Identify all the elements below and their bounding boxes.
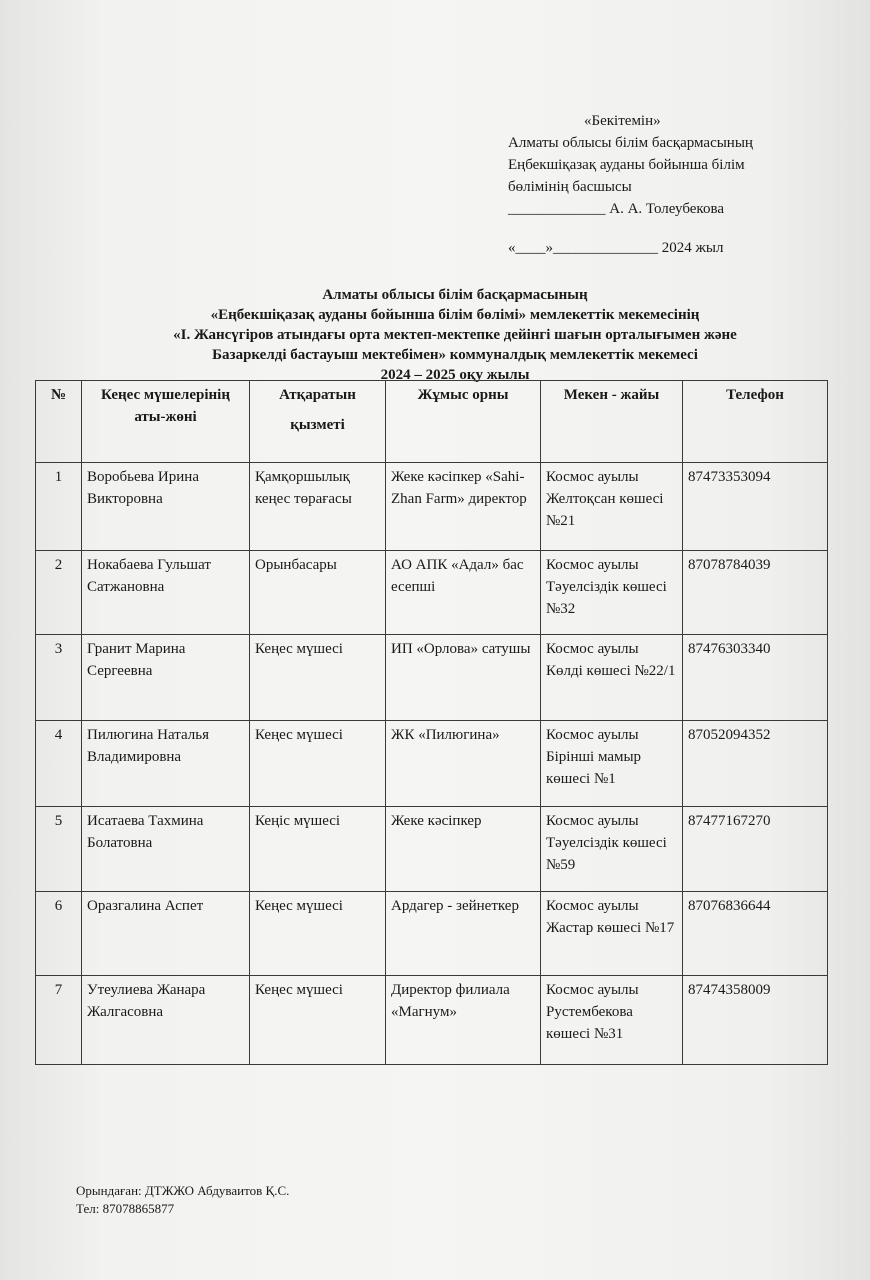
cell-work: Жеке кәсіпкер «Sahi-Zhan Farm» директор xyxy=(386,463,541,551)
header-work: Жұмыс орны xyxy=(386,381,541,463)
cell-num: 7 xyxy=(36,976,82,1065)
cell-address: Космос ауылы Жастар көшесі №17 xyxy=(541,892,683,976)
cell-work: АО АПК «Адал» бас есепші xyxy=(386,551,541,634)
table-row xyxy=(36,892,828,976)
cell-name: Пилюгина Наталья Владимировна xyxy=(82,721,250,806)
header-address: Мекен - жайы xyxy=(541,381,683,463)
table-row xyxy=(36,634,828,720)
cell-name: Исатаева Тахмина Болатовна xyxy=(82,806,250,891)
cell-num: 5 xyxy=(36,806,82,891)
cell-work: Директор филиала «Магнум» xyxy=(386,976,541,1065)
cell-num: 4 xyxy=(36,721,82,806)
header-position xyxy=(250,381,386,463)
cell-address: Космос ауылы Көлді көшесі №22/1 xyxy=(541,634,683,720)
cell-position: Кеңес мүшесі xyxy=(250,721,386,806)
cell-phone: 87473353094 xyxy=(683,463,828,551)
approval-line-3: бөлімінің басшысы xyxy=(508,179,632,195)
cell-num: 1 xyxy=(36,463,82,551)
title-line-3: «І. Жансүгіров атындағы орта мектеп-мектепке дейінгі шағын орталығымен және xyxy=(173,327,737,343)
cell-phone: 87474358009 xyxy=(683,976,828,1065)
approval-line-2: Еңбекшіқазақ ауданы бойынша білім xyxy=(508,157,745,173)
title-line-2: «Еңбекшіқазақ ауданы бойынша білім бөлімі» мемлекеттік мекемесінің xyxy=(210,307,700,323)
cell-address: Космос ауылы Бірінші мамыр көшесі №1 xyxy=(541,721,683,806)
cell-address: Космос ауылы Желтоқсан көшесі №21 xyxy=(541,463,683,551)
approval-line-1: Алматы облысы білім басқармасының xyxy=(508,135,753,151)
cell-work: Жеке кәсіпкер xyxy=(386,806,541,891)
cell-position: Кеңес мүшесі xyxy=(250,634,386,720)
cell-address: Космос ауылы Тәуелсіздік көшесі №32 xyxy=(541,551,683,634)
cell-work: ЖК «Пилюгина» xyxy=(386,721,541,806)
header-name: Кеңес мүшелерінің аты-жөні xyxy=(82,381,250,463)
cell-name: Утеулиева Жанара Жалгасовна xyxy=(82,976,250,1065)
approval-heading: «Бекітемін» xyxy=(584,113,661,129)
title-line-4: Базаркелді бастауыш мектебімен» коммуналдық мемлекеттік мекемесі xyxy=(212,347,698,363)
header-position-a: Атқаратын xyxy=(279,387,356,403)
executor-line: Орындаған: ДТЖЖО Абдуваитов Қ.С. xyxy=(76,1183,290,1198)
cell-position: Орынбасары xyxy=(250,551,386,634)
members-table xyxy=(35,380,828,1065)
title-line-1: Алматы облысы білім басқармасының xyxy=(322,287,588,303)
cell-position: Кеңіс мүшесі xyxy=(250,806,386,891)
executor-phone: Тел: 87078865877 xyxy=(76,1201,175,1216)
footer xyxy=(76,1182,289,1218)
cell-phone: 87476303340 xyxy=(683,634,828,720)
cell-num: 6 xyxy=(36,892,82,976)
cell-num: 2 xyxy=(36,551,82,634)
table-row xyxy=(36,721,828,806)
cell-address: Космос ауылы Рустембекова көшесі №31 xyxy=(541,976,683,1065)
approval-signature-line: _____________ А. А. Толеубекова xyxy=(508,201,724,217)
table-row xyxy=(36,976,828,1065)
cell-name: Воробьева Ирина Викторовна xyxy=(82,463,250,551)
cell-work: ИП «Орлова» сатушы xyxy=(386,634,541,720)
cell-work: Ардагер - зейнеткер xyxy=(386,892,541,976)
cell-name: Оразгалина Аспет xyxy=(82,892,250,976)
cell-position: Кеңес мүшесі xyxy=(250,892,386,976)
cell-position: Қамқоршылық кеңес төрағасы xyxy=(250,463,386,551)
cell-position: Кеңес мүшесі xyxy=(250,976,386,1065)
cell-phone: 87052094352 xyxy=(683,721,828,806)
header-num: № xyxy=(36,381,82,463)
cell-name: Гранит Марина Сергеевна xyxy=(82,634,250,720)
approval-block xyxy=(508,110,848,259)
cell-phone: 87477167270 xyxy=(683,806,828,891)
cell-num: 3 xyxy=(36,634,82,720)
title-line-5: 2024 – 2025 оқу жылы xyxy=(380,367,530,383)
cell-address: Космос ауылы Тәуелсіздік көшесі №59 xyxy=(541,806,683,891)
table-row xyxy=(36,551,828,634)
cell-name: Нокабаева Гульшат Сатжановна xyxy=(82,551,250,634)
table-row xyxy=(36,806,828,891)
document-title xyxy=(60,285,850,385)
header-phone: Телефон xyxy=(683,381,828,463)
cell-phone: 87078784039 xyxy=(683,551,828,634)
table-header-row xyxy=(36,381,828,463)
approval-date-line: «____»______________ 2024 жыл xyxy=(508,240,724,256)
header-position-b: қызметі xyxy=(290,417,345,433)
table-row xyxy=(36,463,828,551)
cell-phone: 87076836644 xyxy=(683,892,828,976)
